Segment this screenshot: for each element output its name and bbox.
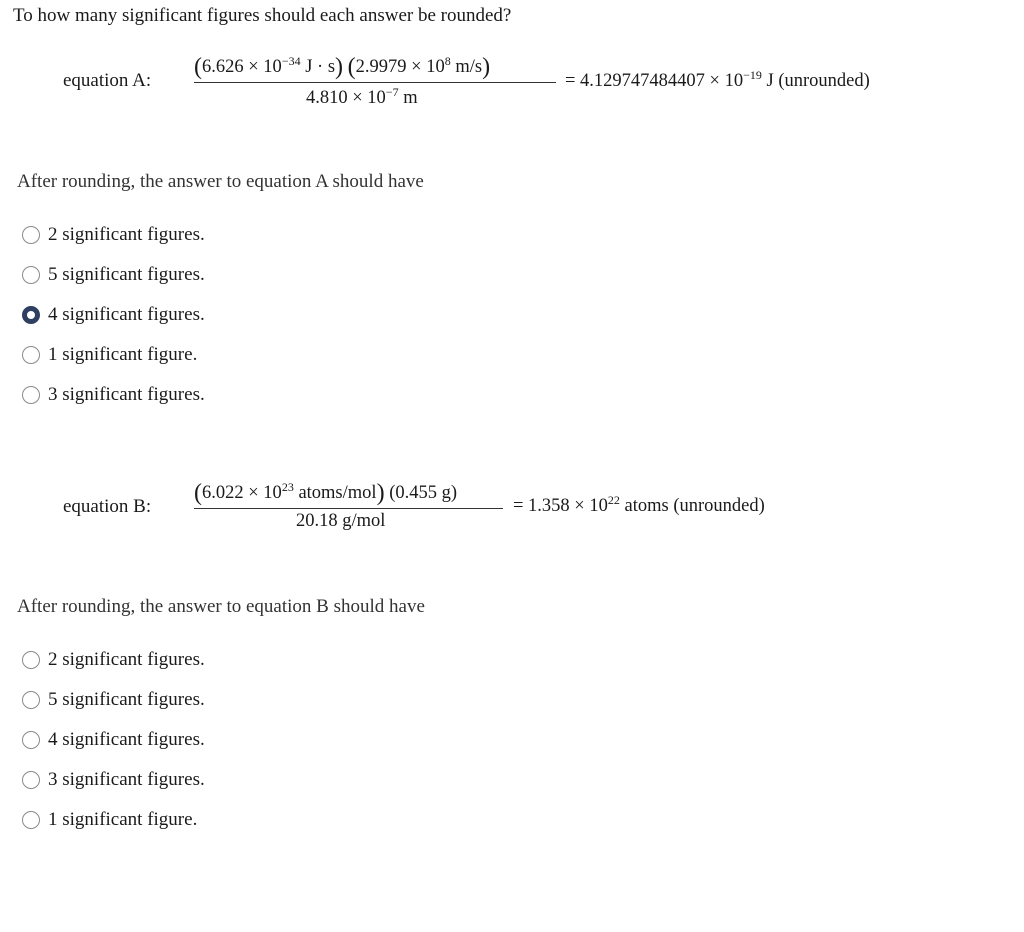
radio-button[interactable] — [22, 386, 40, 404]
prompt-b: After rounding, the answer to equation B should have — [17, 596, 425, 617]
prompt-a: After rounding, the answer to equation A should have — [17, 171, 424, 192]
equation-b-numerator: ($6.022 \times 10^{23}$ atoms/mol) (0.455 g) — [194, 480, 458, 506]
options-a — [22, 222, 205, 408]
option-b-3[interactable]: 4 significant figures. — [22, 727, 205, 753]
equation-b-label: equation B: — [63, 496, 152, 517]
option-a-5[interactable]: 3 significant figures. — [22, 382, 205, 408]
equation-b-denominator: 20.18 g/mol — [296, 511, 386, 531]
radio-button[interactable] — [22, 266, 40, 284]
radio-button-selected[interactable] — [22, 306, 40, 324]
equation-a-result: = $4.129747484407 \times 10^{-19}$ J (unrounded) — [565, 68, 870, 91]
equation-b-fraction-bar — [194, 508, 503, 509]
radio-button[interactable] — [22, 691, 40, 709]
option-b-5[interactable]: 1 significant figure. — [22, 807, 205, 833]
question-title: To how many significant figures should each answer be rounded? — [13, 5, 512, 26]
equation-a-fraction-bar — [194, 82, 556, 83]
option-b-1[interactable]: 2 significant figures. — [22, 647, 205, 673]
radio-button[interactable] — [22, 346, 40, 364]
radio-button[interactable] — [22, 771, 40, 789]
option-a-2[interactable]: 5 significant figures. — [22, 262, 205, 288]
radio-button[interactable] — [22, 731, 40, 749]
radio-button[interactable] — [22, 651, 40, 669]
radio-button[interactable] — [22, 811, 40, 829]
equation-a-denominator: $4.810 \times 10^{-7}$ m — [306, 85, 418, 108]
radio-button[interactable] — [22, 226, 40, 244]
option-b-4[interactable]: 3 significant figures. — [22, 767, 205, 793]
equation-a-label: equation A: — [63, 70, 152, 91]
options-b — [22, 647, 205, 833]
option-a-1[interactable]: 2 significant figures. — [22, 222, 205, 248]
equation-b-result: = $1.358 \times 10^{22}$ atoms (unrounded) — [513, 493, 765, 516]
equation-a-numerator: ($6.626 \times 10^{-34}$ J · s) ($2.9979 \times 10^8$ m/s) — [194, 54, 491, 80]
option-b-2[interactable]: 5 significant figures. — [22, 687, 205, 713]
option-a-3[interactable]: 4 significant figures. — [22, 302, 205, 328]
option-a-4[interactable]: 1 significant figure. — [22, 342, 205, 368]
